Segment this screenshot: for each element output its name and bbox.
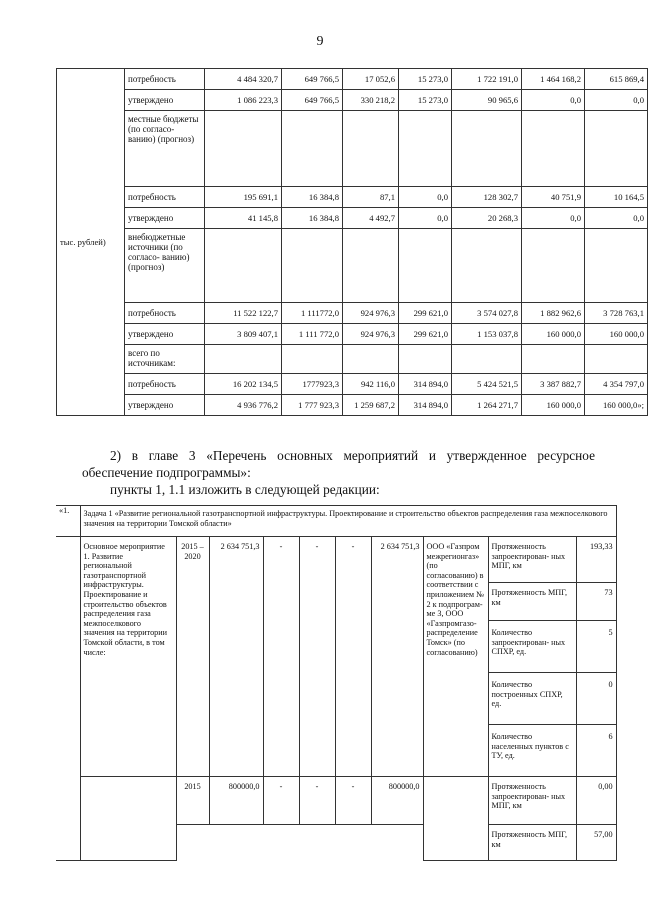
row-label: потребность <box>125 374 205 395</box>
table-cell <box>205 111 282 187</box>
section-label: внебюджетные источники (по согласо- ванию) (прогноз) <box>125 229 205 303</box>
paragraph-chapter-3: 2) в главе 3 «Перечень основных мероприятий и утвержденное ресурсное <box>110 448 595 463</box>
table-cell: 160 000,0»; <box>585 395 648 416</box>
table-cell <box>343 111 399 187</box>
table-row <box>57 395 648 416</box>
table-cell: 0,0 <box>585 208 648 229</box>
table-cell: 1 111772,0 <box>282 303 343 324</box>
years-cell: 2015 – 2020 <box>176 537 209 777</box>
table-cell: 1 259 687,2 <box>343 395 399 416</box>
table-cell <box>371 825 423 861</box>
table-cell <box>282 229 343 303</box>
table-cell: 924 976,3 <box>343 324 399 345</box>
table-cell <box>452 111 522 187</box>
events-table <box>56 505 617 861</box>
table-cell: 128 302,7 <box>452 187 522 208</box>
table-cell <box>423 777 488 861</box>
indicator-value: 57,00 <box>576 825 616 861</box>
indicator-value: 0,00 <box>576 777 616 825</box>
table-cell: 1 777 923,3 <box>282 395 343 416</box>
table-cell <box>522 111 585 187</box>
table-cell: 649 766,5 <box>282 90 343 111</box>
indicator-name: Протяженность запроектирован- ных МПГ, км <box>488 537 576 583</box>
indicator-name: Протяженность МПГ, км <box>488 583 576 621</box>
paragraph-subprogram: обеспечение подпрограммы»: <box>82 465 251 480</box>
table-cell <box>522 345 585 374</box>
table-cell: - <box>335 537 371 777</box>
table-cell: 40 751,9 <box>522 187 585 208</box>
row-label: утверждено <box>125 395 205 416</box>
table-cell: 3 574 027,8 <box>452 303 522 324</box>
table-cell <box>299 825 335 861</box>
table-row <box>57 69 648 90</box>
indicator-value: 0 <box>576 673 616 725</box>
table-cell <box>263 825 299 861</box>
table-cell: - <box>335 777 371 825</box>
indicator-name: Количество построенных СПХР, ед. <box>488 673 576 725</box>
table-row <box>57 187 648 208</box>
table-cell <box>80 777 176 861</box>
table-cell: 160 000,0 <box>585 324 648 345</box>
table-cell: 87,1 <box>343 187 399 208</box>
table-cell: 3 387 882,7 <box>522 374 585 395</box>
table-cell: 615 869,4 <box>585 69 648 90</box>
table-cell: 4 936 776,2 <box>205 395 282 416</box>
row-label: утверждено <box>125 324 205 345</box>
table-cell: 0,0 <box>522 208 585 229</box>
executor-text: ООО «Газпром межрегионгаз» (по согласованию) в соответствии с приложением № 2 к подпрограм- ме 3, ООО «Газпромгазо- распределение Томск» (по согласованию) <box>423 537 488 777</box>
other-sources-cell: 2 634 751,3 <box>371 537 423 777</box>
table-cell: 0,0 <box>522 90 585 111</box>
table-row <box>56 777 616 825</box>
table-cell: 4 492,7 <box>343 208 399 229</box>
table-cell: 942 116,0 <box>343 374 399 395</box>
table-cell: 90 965,6 <box>452 90 522 111</box>
table-cell: 1 882 962,6 <box>522 303 585 324</box>
indicator-name: Количество запроектирован- ных СПХР, ед. <box>488 621 576 673</box>
table-row <box>57 374 648 395</box>
table-cell: 1 264 271,7 <box>452 395 522 416</box>
table-cell: 314 894,0 <box>399 374 452 395</box>
indicator-value: 6 <box>576 725 616 777</box>
table-cell: 330 218,2 <box>343 90 399 111</box>
table-cell: 195 691,1 <box>205 187 282 208</box>
table-cell <box>522 229 585 303</box>
total-cell: 800000,0 <box>209 777 263 825</box>
row-label: потребность <box>125 303 205 324</box>
table-row <box>57 90 648 111</box>
table-cell <box>343 229 399 303</box>
indicator-name: Протяженность запроектирован- ных МПГ, км <box>488 777 576 825</box>
indicator-name: Протяженность МПГ, км <box>488 825 576 861</box>
unit-cell: тыс. рублей) <box>57 69 125 416</box>
table-row <box>56 537 616 583</box>
table-cell: 15 273,0 <box>399 69 452 90</box>
row-label: потребность <box>125 69 205 90</box>
table-cell: 11 522 122,7 <box>205 303 282 324</box>
table-cell: - <box>263 777 299 825</box>
table-cell: - <box>299 537 335 777</box>
table-row <box>56 506 616 537</box>
paragraph-items: пункты 1, 1.1 изложить в следующей редакции: <box>110 482 380 497</box>
table-cell: 1 111 772,0 <box>282 324 343 345</box>
table-row <box>57 345 648 374</box>
indicator-value: 73 <box>576 583 616 621</box>
table-cell: 5 424 521,5 <box>452 374 522 395</box>
page-number: 9 <box>316 34 324 49</box>
table-cell <box>343 345 399 374</box>
table-cell: 1 464 168,2 <box>522 69 585 90</box>
table-row <box>57 111 648 187</box>
table-cell: 649 766,5 <box>282 69 343 90</box>
table-cell: 16 202 134,5 <box>205 374 282 395</box>
row-label: потребность <box>125 187 205 208</box>
table-cell <box>205 229 282 303</box>
table-cell <box>452 229 522 303</box>
table-row <box>57 229 648 303</box>
table-cell <box>282 111 343 187</box>
table-cell <box>209 825 263 861</box>
table-cell <box>399 345 452 374</box>
table-cell <box>452 345 522 374</box>
table-cell: 314 894,0 <box>399 395 452 416</box>
item-number: «1. <box>56 506 80 537</box>
main-event-text: Основное мероприятие 1. Развитие региональной газотранспортной инфраструктуры. Проектирование и строительство объектов распределения газа межпоселкового значения на территории Томской области, в том числе: <box>80 537 176 777</box>
indicator-value: 193,33 <box>576 537 616 583</box>
table-cell: 160 000,0 <box>522 395 585 416</box>
task-title: Задача 1 «Развитие региональной газотранспортной инфраструктуры. Проектирование и строительство объектов распределения газа межпоселкового значения на территории Томской области» <box>80 506 616 537</box>
table-cell: 924 976,3 <box>343 303 399 324</box>
total-cell: 2 634 751,3 <box>209 537 263 777</box>
table-cell: 299 621,0 <box>399 324 452 345</box>
table-cell: 16 384,8 <box>282 208 343 229</box>
year-cell: 2015 <box>176 777 209 825</box>
indicator-value: 5 <box>576 621 616 673</box>
table-cell: 41 145,8 <box>205 208 282 229</box>
table-row <box>57 208 648 229</box>
table-cell: 17 052,6 <box>343 69 399 90</box>
table-cell <box>399 229 452 303</box>
table-cell: 1777923,3 <box>282 374 343 395</box>
table-cell: 0,0 <box>399 187 452 208</box>
table-cell <box>205 345 282 374</box>
section-label: местные бюджеты (по согласо- ванию) (прогноз) <box>125 111 205 187</box>
table-cell: 160 000,0 <box>522 324 585 345</box>
table-cell <box>56 537 80 861</box>
funding-table <box>56 68 648 416</box>
row-label: утверждено <box>125 90 205 111</box>
table-cell: 4 354 797,0 <box>585 374 648 395</box>
table-cell: 3 809 407,1 <box>205 324 282 345</box>
table-cell: 0,0 <box>399 208 452 229</box>
table-cell <box>399 111 452 187</box>
table-cell: 1 722 191,0 <box>452 69 522 90</box>
table-cell <box>585 345 648 374</box>
table-cell: 10 164,5 <box>585 187 648 208</box>
table-cell: 20 268,3 <box>452 208 522 229</box>
table-cell: 1 086 223,3 <box>205 90 282 111</box>
table-cell: - <box>263 537 299 777</box>
indicator-name: Количество населенных пунктов с ТУ, ед. <box>488 725 576 777</box>
table-cell <box>176 825 209 861</box>
table-cell: 1 153 037,8 <box>452 324 522 345</box>
section-label: всего по источникам: <box>125 345 205 374</box>
table-cell: 0,0 <box>585 90 648 111</box>
table-cell <box>585 111 648 187</box>
row-label: утверждено <box>125 208 205 229</box>
table-row <box>57 324 648 345</box>
table-cell <box>335 825 371 861</box>
table-row <box>57 303 648 324</box>
table-cell: 299 621,0 <box>399 303 452 324</box>
table-cell: 16 384,8 <box>282 187 343 208</box>
table-cell <box>585 229 648 303</box>
other-sources-cell: 800000,0 <box>371 777 423 825</box>
table-cell: 15 273,0 <box>399 90 452 111</box>
table-cell: 3 728 763,1 <box>585 303 648 324</box>
table-cell: 4 484 320,7 <box>205 69 282 90</box>
table-cell <box>282 345 343 374</box>
table-cell: - <box>299 777 335 825</box>
